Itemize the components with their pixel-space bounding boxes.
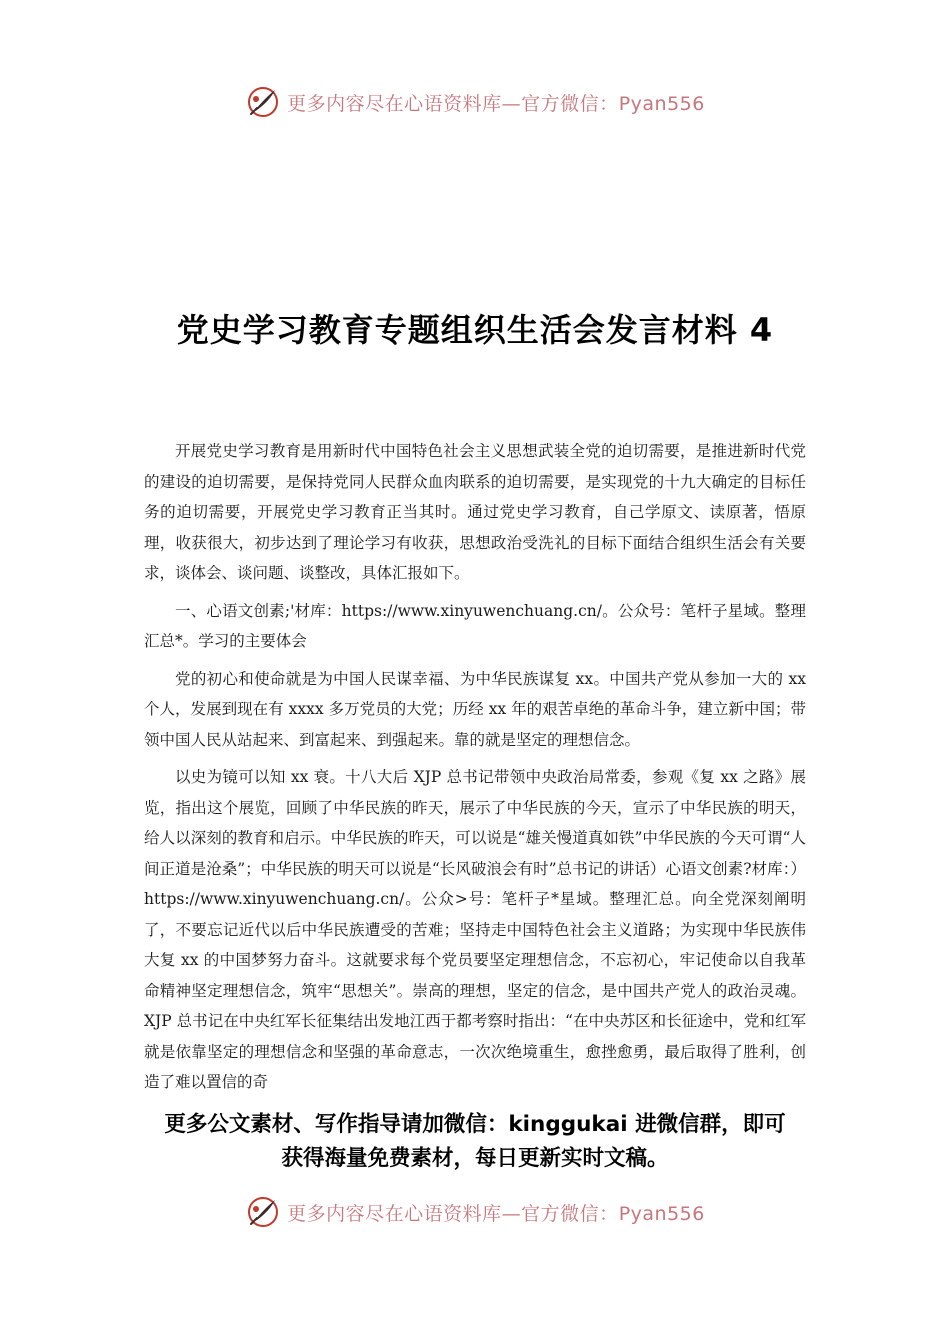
banner-brand-text: 更多内容尽在心语资料库 bbox=[287, 1202, 502, 1225]
quill-logo-icon bbox=[245, 84, 281, 120]
banner-official-label: 官方微信： bbox=[521, 1202, 619, 1225]
quill-logo-icon bbox=[245, 1194, 281, 1230]
paragraph-intro: 开展党史学习教育是用新时代中国特色社会主义思想武装全党的迫切需要，是推进新时代党的建设的迫切需要，是保持党同人民群众血肉联系的迫切需要，是实现党的十九大确定的目标任务的迫切需要，开展党史学习教育正当其时。通过党史学习教育，自己学原文、读原著，悟原理，收获很大，初步达到了理论学习有收获，思想政治受洗礼的目标下面结合组织生活会有关要求，谈体会、谈问题、谈整改，具体汇报如下。 bbox=[144, 442, 806, 582]
banner-separator: — bbox=[501, 92, 522, 115]
document-body bbox=[144, 436, 806, 1105]
banner-official-label: 官方微信： bbox=[521, 92, 619, 115]
document-title: 党史学习教育专题组织生活会发言材料 4 bbox=[176, 311, 774, 349]
banner-separator: — bbox=[501, 1202, 522, 1225]
paragraph-section-heading: 一、心语文创素;'材库：https://www.xinyuwenchuang.cn/。公众号：笔杆子星域。整理汇总*。学习的主要体会 bbox=[144, 601, 806, 650]
footer-watermark-banner bbox=[0, 1192, 950, 1232]
header-watermark-banner bbox=[0, 82, 950, 122]
promo-line-1: 更多公文素材、写作指导请加微信：kinggukai 进微信群，即可 bbox=[164, 1112, 786, 1137]
banner-wechat-id: Pyan556 bbox=[618, 92, 705, 115]
paragraph-history: 以史为镜可以知 xx 衰。十八大后 XJP 总书记带领中央政治局常委，参观《复 xx 之路》展览，指出这个展览，回顾了中华民族的昨天，展示了中华民族的今天，宣示了中华民族的明天，给人以深刻的教育和启示。中华民族的昨天，可以说是“雄关慢道真如铁”中华民族的今天可谓“人间正道是沧桑”；中华民族的明天可以说是“长风破浪会有时”总书记的讲话）心语文创素?材库：）https://www.xinyuwenchuang.cn/。公众>号：笔杆子*星域。整理汇总。向全党深刻阐明了，不要忘记近代以后中华民族遭受的苦难；坚持走中国特色社会主义道路；为实现中华民族伟大复 xx 的中国梦努力奋斗。这就要求每个党员要坚定理想信念，不忘初心，牢记使命以自我革命精神坚定理想信念，筑牢“思想关”。崇高的理想，坚定的信念，是中国共产党人的政治灵魂。XJP 总书记在中央红军长征集结出发地江西于都考察时指出：“在中央苏区和长征途中，党和红军就是依靠坚定的理想信念和坚强的革命意志，一次次绝境重生，愈挫愈勇，最后取得了胜利，创造了难以置信的奇 bbox=[144, 768, 806, 1091]
banner-wechat-id: Pyan556 bbox=[618, 1202, 705, 1225]
banner-brand-text: 更多内容尽在心语资料库 bbox=[287, 92, 502, 115]
paragraph-mission: 党的初心和使命就是为中国人民谋幸福、为中华民族谋复 xx。中国共产党从参加一大的 xx 个人，发展到现在有 xxxx 多万党员的大党；历经 xx 年的艰苦卓绝的革命斗争，建立新中国；带领中国人民从站起来、到富起来、到强起来。靠的就是坚定的理想信念。 bbox=[144, 669, 806, 749]
promo-line-2: 获得海量免费素材，每日更新实时文稿。 bbox=[281, 1146, 669, 1171]
promo-notice bbox=[0, 1108, 950, 1176]
